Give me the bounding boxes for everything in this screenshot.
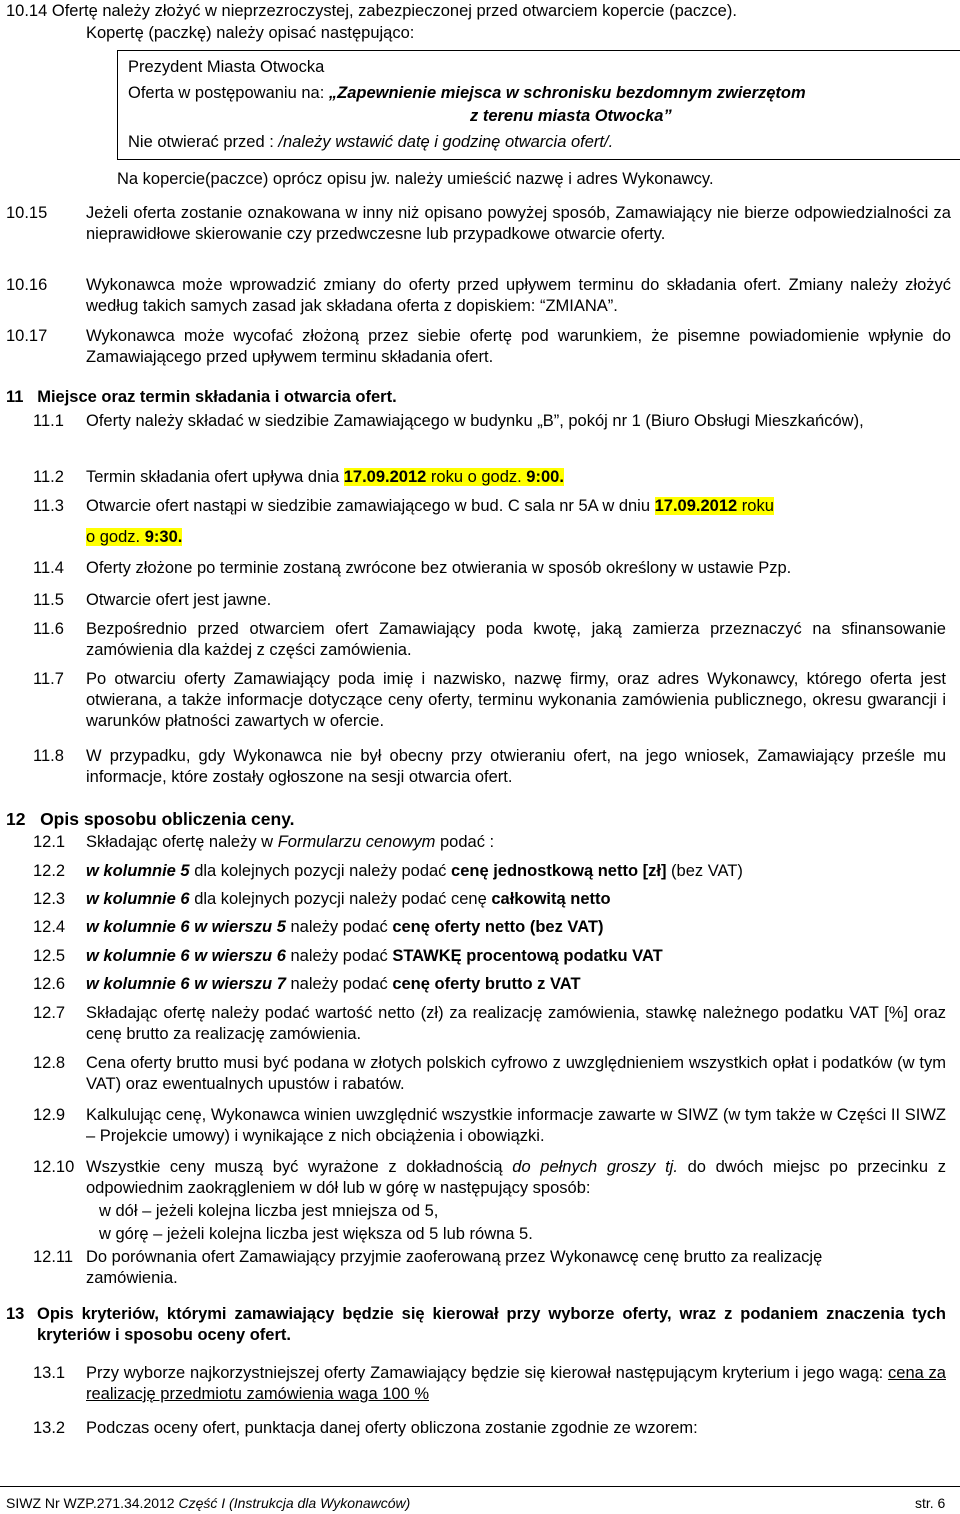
paragraph-11-5: 11.5 Otwarcie ofert jest jawne.	[33, 591, 272, 609]
paragraph-11-3-time: o godz. 9:30.	[86, 528, 183, 546]
paragraph-12-1: 12.1 Składając ofertę należy w Formularzu cenowym podać :	[33, 833, 495, 851]
paragraph-11-6: 11.6 Bezpośrednio przed otwarciem ofert Zamawiający poda kwotę, jaką zamierza przeznaczyć na sfinansowanie zamówienia dla każdej z części zamówienia.	[33, 620, 946, 659]
footer-left: SIWZ Nr WZP.271.34.2012 Część I (Instrukcja dla Wykonawców)	[6, 1495, 411, 1511]
paragraph-10-15: 10.15 Jeżeli oferta zostanie oznakowana w inny niż opisano powyżej sposób, Zamawiający nie bierze odpowiedzialności za nieprawidłowe skierowanie czy przedwczesne lub przypadkowe otwarcie oferty.	[6, 204, 951, 243]
paragraph-11-4: 11.4 Oferty złożone po terminie zostaną zwrócone bez otwierania w sposób określony w ustawie Pzp.	[33, 559, 792, 577]
paragraph-12-5: 12.5 w kolumnie 6 w wierszu 6 należy podać STAWKĘ procentową podatku VAT	[33, 947, 663, 965]
paragraph-10-17: 10.17 Wykonawca może wycofać złożoną przez siebie ofertę pod warunkiem, że pisemne powiadomienie wpłynie do Zamawiającego przed upływem terminu składania ofert.	[6, 327, 951, 366]
paragraph-11-2: 11.2 Termin składania ofert upływa dnia 17.09.2012 roku o godz. 9:00.	[33, 468, 564, 486]
paragraph-10-14-line2: Kopertę (paczkę) należy opisać następująco:	[86, 24, 415, 42]
paragraph-12-7: 12.7 Składając ofertę należy podać wartość netto (zł) za realizację zamówienia, stawkę należnego podatku VAT [%] oraz cenę brutto za realizację zamówienia.	[33, 1004, 946, 1043]
envelope-note: Na kopercie(paczce) oprócz opisu jw. należy umieścić nazwę i adres Wykonawcy.	[117, 170, 714, 188]
envelope-subject: Oferta w postępowaniu na: „Zapewnienie miejsca w schronisku bezdomnym zwierzętom	[128, 84, 806, 102]
paragraph-12-8: 12.8 Cena oferty brutto musi być podana w złotych polskich cyfrowo z uwzględnieniem wszystkich opłat i podatków (w tym VAT) oraz ewentualnych upustów i rabatów.	[33, 1054, 946, 1093]
section-13-heading: 13 Opis kryteriów, którymi zamawiający będzie się kierował przy wyborze oferty, wraz z podaniem znaczenia tych kryteriów i sposobu oceny ofert.	[6, 1305, 946, 1344]
paragraph-13-2: 13.2 Podczas oceny ofert, punktacja danej oferty obliczona zostanie zgodnie ze wzorem:	[33, 1419, 698, 1437]
paragraph-10-16: 10.16 Wykonawca może wprowadzić zmiany do oferty przed upływem terminu do składania ofert. Zmiany należy złożyć według takich samych zasad jak składana oferta z dopiskiem: “ZMIANA”.	[6, 276, 951, 315]
paragraph-12-6: 12.6 w kolumnie 6 w wierszu 7 należy podać cenę oferty brutto z VAT	[33, 975, 581, 993]
envelope-do-not-open: Nie otwierać przed : /należy wstawić datę i godzinę otwarcia ofert/.	[128, 133, 614, 151]
section-12-heading: 12 Opis sposobu obliczenia ceny.	[6, 809, 295, 829]
paragraph-10-14-line1: 10.14 Ofertę należy złożyć w nieprzezroczystej, zabezpieczonej przed otwarciem kopercie (paczce).	[6, 2, 737, 20]
envelope-recipient: Prezydent Miasta Otwocka	[128, 58, 325, 76]
paragraph-12-9: 12.9 Kalkulując cenę, Wykonawca winien uwzględnić wszystkie informacje zawarte w SIWZ (w tym także w Części II SIWZ – Projekcie umowy) i wynikające z nich obciążenia i obowiązki.	[33, 1106, 946, 1145]
section-11-heading: 11 Miejsce oraz termin składania i otwarcia ofert.	[6, 388, 397, 406]
paragraph-12-10: 12.10 Wszystkie ceny muszą być wyrażone z dokładnością do pełnych groszy tj. do dwóch miejsc po przecinku z odpowiednim zaokrągleniem w dół lub w górę w następujący sposób:	[33, 1158, 946, 1197]
paragraph-11-3: 11.3 Otwarcie ofert nastąpi w siedzibie zamawiającego w bud. C sala nr 5A w dniu 17.09.2012 roku	[33, 497, 774, 515]
paragraph-13-1: 13.1 Przy wyborze najkorzystniejszej oferty Zamawiający będzie się kierował następującym kryterium i jego wagą: cena za realizację przedmiotu zamówienia waga 100 %	[33, 1364, 946, 1403]
paragraph-12-2: 12.2 w kolumnie 5 dla kolejnych pozycji należy podać cenę jednostkową netto [zł] (bez VAT)	[33, 862, 743, 880]
rounding-down-rule: w dół – jeżeli kolejna liczba jest mniejsza od 5,	[99, 1202, 439, 1220]
rounding-up-rule: w górę – jeżeli kolejna liczba jest większa od 5 lub równa 5.	[99, 1225, 533, 1243]
paragraph-11-1: 11.1 Oferty należy składać w siedzibie Zamawiającego w budynku „B”, pokój nr 1 (Biuro Obsługi Mieszkańców),	[33, 412, 864, 430]
envelope-subject-cont: z terenu miasta Otwocka”	[470, 107, 672, 125]
paragraph-12-3: 12.3 w kolumnie 6 dla kolejnych pozycji należy podać cenę całkowitą netto	[33, 890, 611, 908]
footer-page-number: str. 6	[915, 1495, 946, 1511]
paragraph-12-4: 12.4 w kolumnie 6 w wierszu 5 należy podać cenę oferty netto (bez VAT)	[33, 918, 604, 936]
highlighted-date: 17.09.2012	[343, 468, 427, 486]
highlighted-date: 17.09.2012	[654, 497, 738, 515]
footer-divider	[0, 1486, 960, 1487]
paragraph-12-11: 12.11 Do porównania ofert Zamawiający przyjmie zaoferowaną przez Wykonawcę cenę brutto za realizację zamówienia.	[33, 1248, 823, 1287]
paragraph-11-8: 11.8 W przypadku, gdy Wykonawca nie był obecny przy otwieraniu ofert, na jego wniosek, Zamawiający prześle mu informacje, które zostały ogłoszone na sesji otwarcia ofert.	[33, 747, 946, 786]
highlighted-time: 9:00.	[526, 468, 564, 486]
paragraph-11-7: 11.7 Po otwarciu oferty Zamawiający poda imię i nazwisko, nazwę firmy, oraz adres Wykonawcy, którego oferta jest otwierana, a także informacje dotyczące ceny oferty, terminu wykonania zamówienia publicznego, okresu gwarancji i warunków płatności zawartych w ofercie.	[33, 670, 946, 730]
